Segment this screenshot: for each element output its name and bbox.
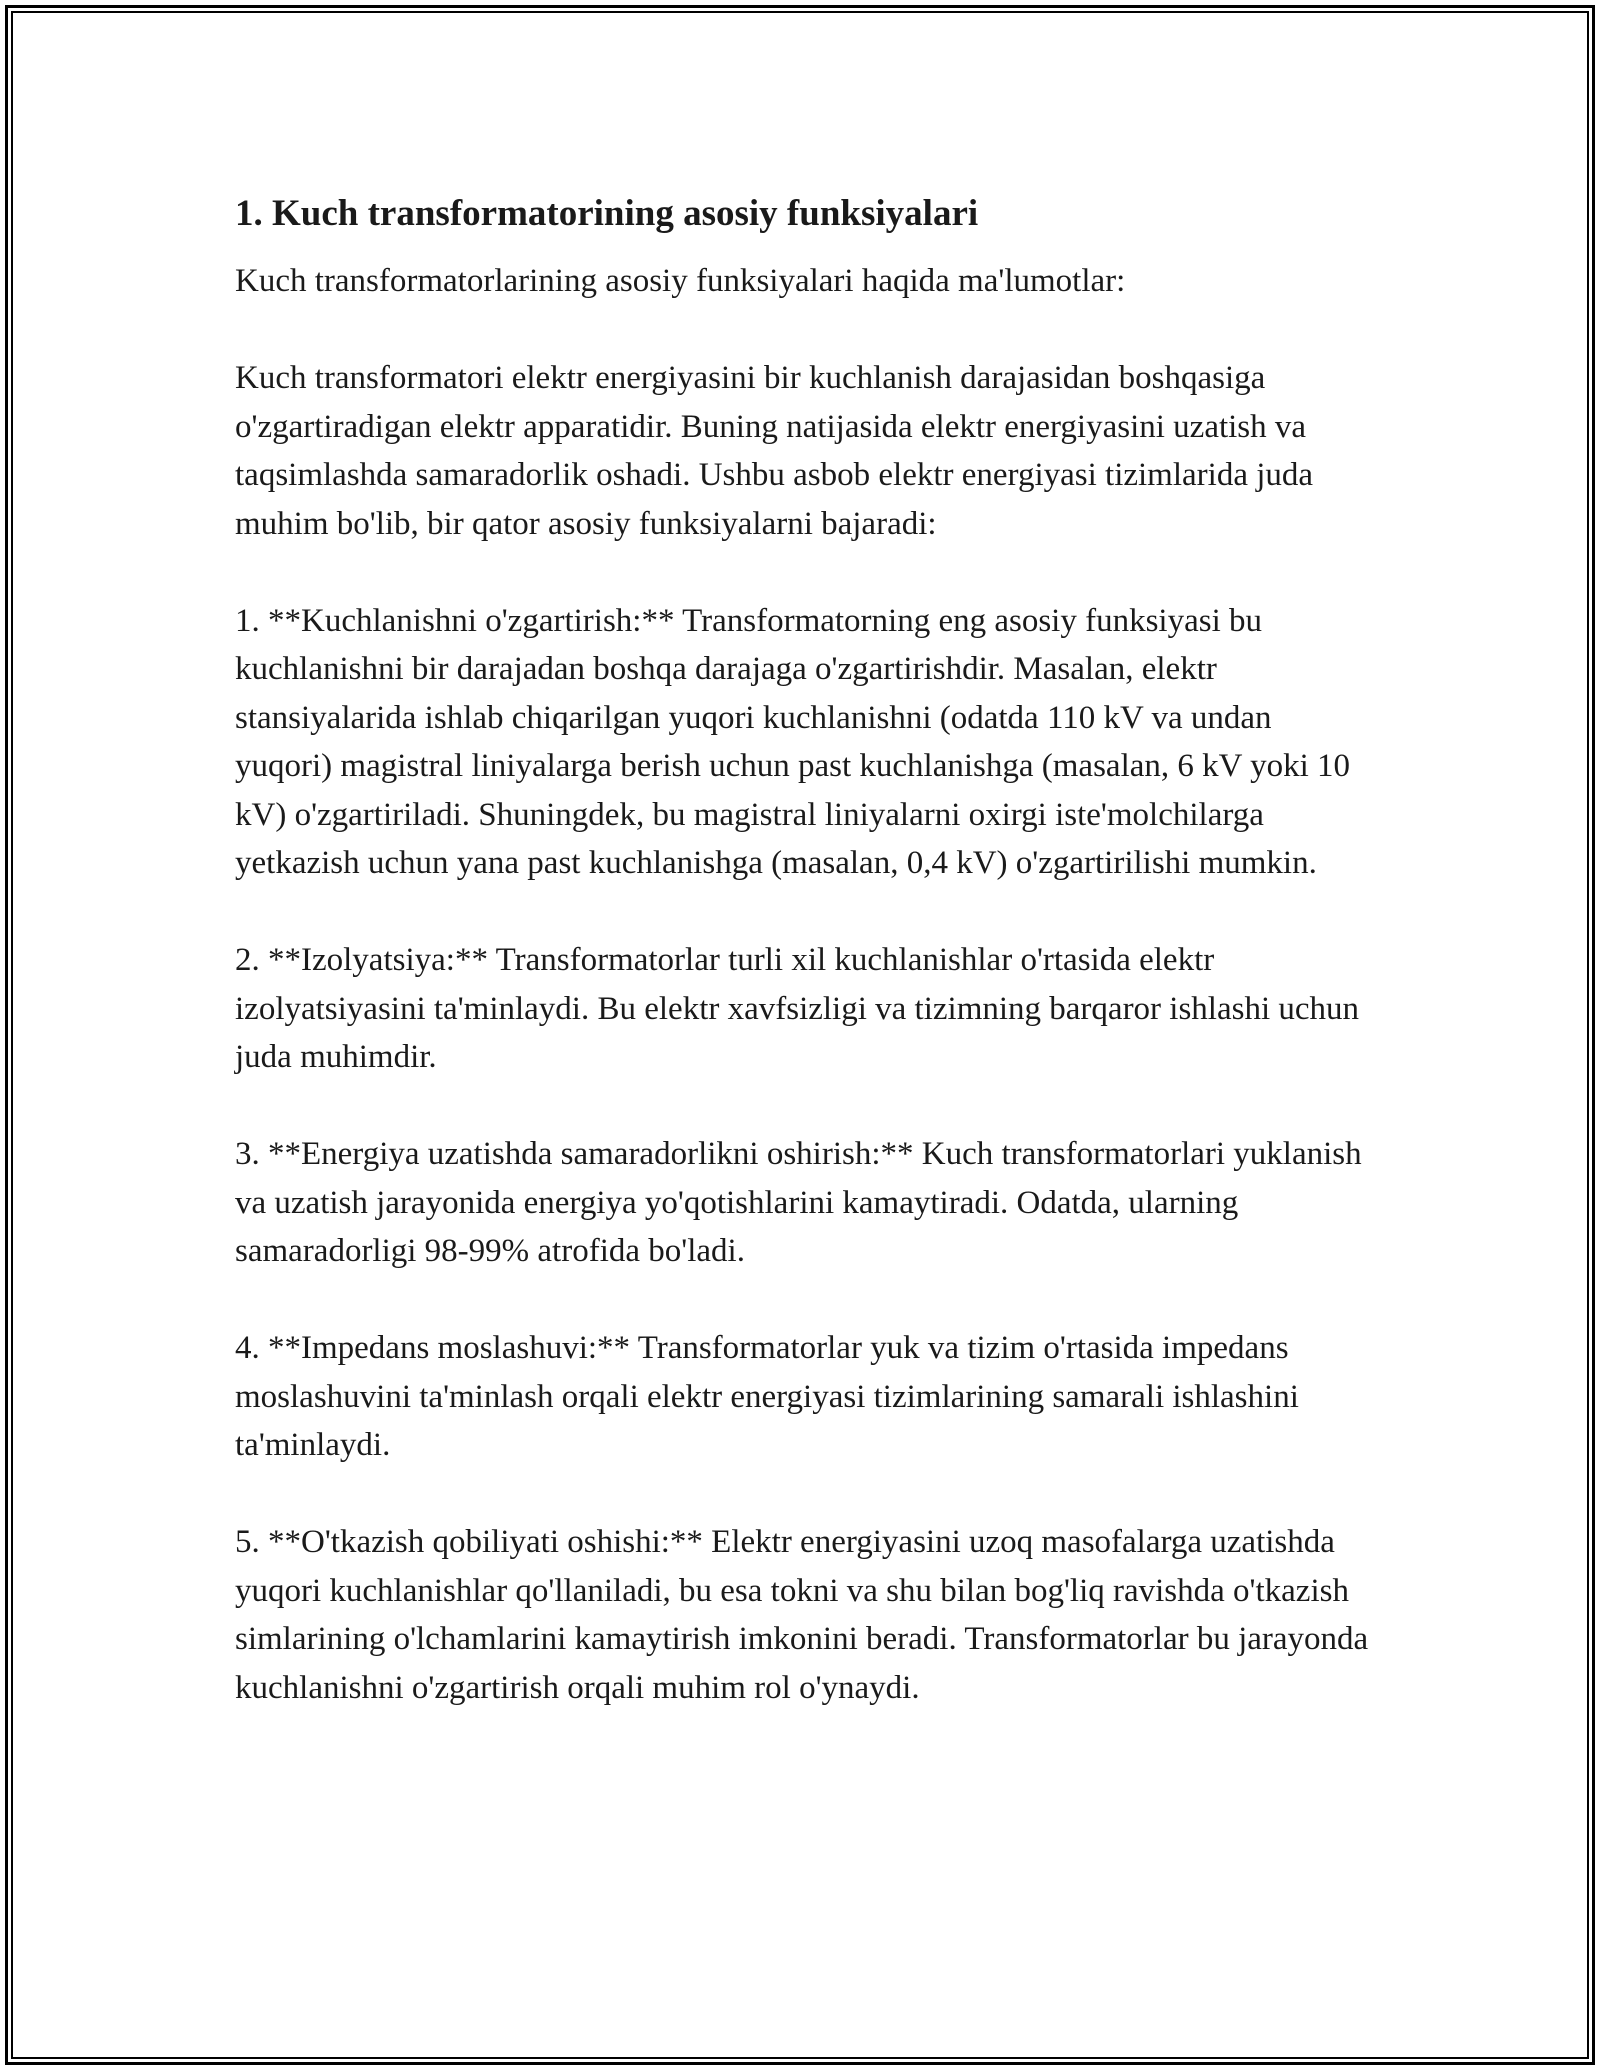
paragraph-overview: Kuch transformatori elektr energiyasini bir kuchlanish darajasidan boshqasiga o'zgartiradigan elektr apparatidir. Buning natijasida elektr energiyasini uzatish va taqsimlashda samaradorlik oshadi. Ushbu asbob elektr energiyasi tizimlarida juda muhim bo'lib, bir qator asosiy funksiyalarni bajaradi:	[235, 360, 1314, 542]
intro-paragraph: Kuch transformatorlarining asosiy funksiyalari haqida ma'lumotlar:	[235, 263, 1126, 299]
document-title: 1. Kuch transformatorining asosiy funksiyalari	[235, 193, 979, 234]
document-body	[235, 184, 1375, 1712]
paragraph-item-2: 2. **Izolyatsiya:** Transformatorlar turli xil kuchlanishlar o'rtasida elektr izolyatsiyasini ta'minlaydi. Bu elektr xavfsizligi va tizimning barqaror ishlashi uchun juda muhimdir.	[235, 942, 1360, 1075]
paragraph-item-1: 1. **Kuchlanishni o'zgartirish:** Transformatorning eng asosiy funksiyasi bu kuchlanishni bir darajadan boshqa darajaga o'zgartirishdir. Masalan, elektr stansiyalarida ishlab chiqarilgan yuqori kuchlanishni (odatda 110 kV va undan yuqori) magistral liniyalarga berish uchun past kuchlanishga (masalan, 6 kV yoki 10 kV) o'zgartiriladi. Shuningdek, bu magistral liniyalarni oxirgi iste'molchilarga yetkazish uchun yana past kuchlanishga (masalan, 0,4 kV) o'zgartirilishi mumkin.	[235, 602, 1351, 881]
paragraph-item-5: 5. **O'tkazish qobiliyati oshishi:** Elektr energiyasini uzoq masofalarga uzatishda yuqori kuchlanishlar qo'llaniladi, bu esa tokni va shu bilan bog'liq ravishda o'tkazish simlarining o'lchamlarini kamaytirish imkonini beradi. Transformatorlar bu jarayonda kuchlanishni o'zgartirish orqali muhim rol o'ynaydi.	[235, 1524, 1369, 1706]
paragraph-item-3: 3. **Energiya uzatishda samaradorlikni oshirish:** Kuch transformatorlari yuklanish va uzatish jarayonida energiya yo'qotishlarini kamaytiradi. Odatda, ularning samaradorligi 98-99% atrofida bo'ladi.	[235, 1136, 1362, 1269]
paragraph-item-4: 4. **Impedans moslashuvi:** Transformatorlar yuk va tizim o'rtasida impedans moslashuvini ta'minlash orqali elektr energiyasi tizimlarining samarali ishlashini ta'minlaydi.	[235, 1330, 1299, 1463]
